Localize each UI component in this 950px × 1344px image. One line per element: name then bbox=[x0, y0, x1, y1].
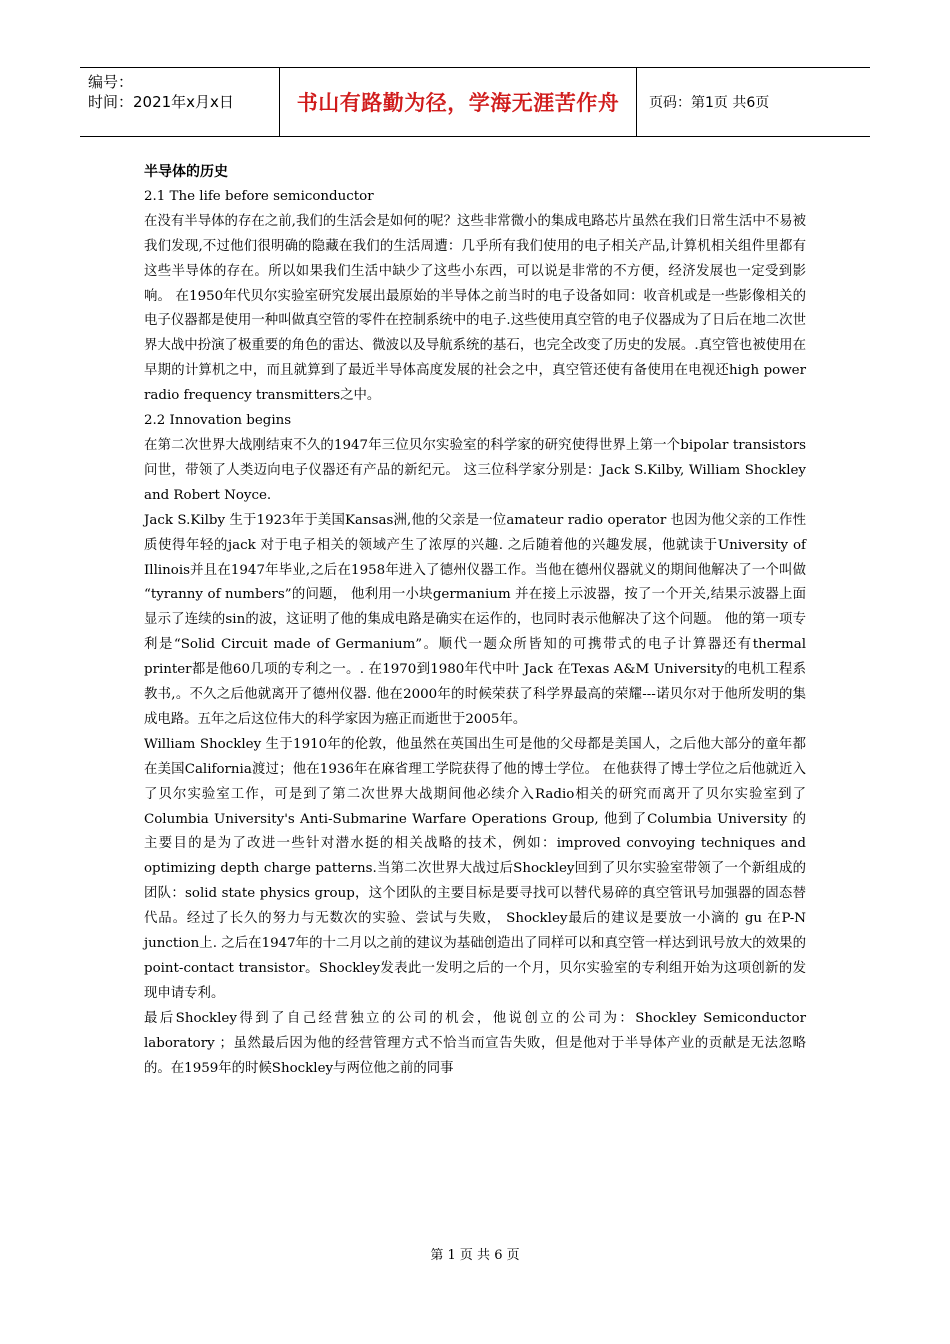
section-heading-2-1: 2.1 The life before semiconductor bbox=[144, 188, 374, 204]
number-label: 编号： bbox=[88, 73, 134, 91]
page-header bbox=[80, 67, 870, 137]
section-heading-2-2: 2.2 Innovation begins bbox=[144, 413, 292, 429]
header-page-info: 页码：第1页 共6页 bbox=[649, 95, 770, 111]
header-motto: 书山有路勤为径，学海无涯苦作舟 bbox=[280, 68, 637, 136]
paragraph: Jack S.Kilby 生于1923年于美国Kansas洲,他的父亲是一位amateur radio operator 也因为他父亲的工作性质使得年轻的jack 对于电子相关的领域产生了浓厚的兴趣. 之后随着他的兴趣发展，他就读于University of Illinois并且在1947年毕业,之后在1958年进入了德州仪器工作。当他在德州仪器就义的期间他解决了一个叫做 “tyranny of numbers”的问题， 他利用一小块germanium 并在接上示波器，按了一个开关,结果示波器上面显示了连续的sin的波，这证明了他的集成电路是确实在运作的，也同时表示他解决了这个问题。 他的第一项专利是“Solid Circuit made of Germanium”。顺代一题众所皆知的可携带式的电子计算器还有thermal printer都是他60几项的专利之一。. 在1970到1980年代中叶 Jack 在Texas A&M University的电机工程系教书,。不久之后他就离开了德州仪器. 他在2000年的时候荣获了科学界最高的荣耀---诺贝尔对于他所发明的集成电路。五年之后这位伟大的科学家因为癌正而逝世于2005年。 bbox=[144, 512, 806, 727]
paragraph: 在第二次世界大战刚结束不久的1947年三位贝尔实验室的科学家的研究使得世界上第一个bipolar transistors 问世，带领了人类迈向电子仪器还有产品的新纪元。 这三位科学家分别是：Jack S.Kilby, William Shockley and Robert Noyce. bbox=[144, 437, 806, 503]
document-body bbox=[144, 160, 806, 1082]
paragraph: 最后Shockley得到了自己经营独立的公司的机会，他说创立的公司为：Shockley Semiconductor laboratory ；虽然最后因为他的经营管理方式不恰当而宣告失败，但是他对于半导体产业的贡献是无法忽略的。在1959年的时候Shockley与两位他之前的同事 bbox=[144, 1010, 806, 1076]
paragraph: William Shockley 生于1910年的伦敦，他虽然在英国出生可是他的父母都是美国人，之后他大部分的童年都在美国California渡过；他在1936年在麻省理工学院获得了他的博士学位。 在他获得了博士学位之后他就近入了贝尔实验室工作，可是到了第二次世界大战期间他必续介入Radio相关的研究而离开了贝尔实验室到了 Columbia University's Anti-Submarine Warfare Operations Group, 他到了Columbia University 的主要目的是为了改进一些针对潜水挺的相关战略的技术，例如：improved convoying techniques and optimizing depth charge patterns.当第二次世界大战过后Shockley回到了贝尔实验室带领了一个新组成的团队：solid state physics group，这个团队的主要目标是要寻找可以替代易碎的真空管讯号加强器的固态替代品。经过了长久的努力与无数次的实验、尝试与失败， Shockley最后的建议是要放一小滴的 gu 在P-N junction上. 之后在1947年的十二月以之前的建议为基础创造出了同样可以和真空管一样达到讯号放大的效果的point-contact transistor。Shockley发表此一发明之后的一个月，贝尔实验室的专利组开始为这项创新的发现申请专利。 bbox=[144, 736, 806, 1001]
date-label: 时间：2021年x月x日 bbox=[88, 93, 234, 111]
page-footer: 第 1 页 共 6 页 bbox=[430, 1248, 520, 1263]
paragraph: 在没有半导体的存在之前,我们的生活会是如何的呢？这些非常微小的集成电路芯片虽然在我们日常生活中不易被我们发现,不过他们很明确的隐藏在我们的生活周遭：几乎所有我们使用的电子相关产品,计算机相关组件里都有这些半导体的存在。所以如果我们生活中缺少了这些小东西，可以说是非常的不方便，经济发展也一定受到影响。 在1950年代贝尔实验室研究发展出最原始的半导体之前当时的电子设备如同：收音机或是一些影像相关的电子仪器都是使用一种叫做真空管的零件在控制系统中的电子.这些使用真空管的电子仪器成为了日后在地二次世界大战中扮演了极重要的角色的雷达、微波以及导航系统的基石，也完全改变了历史的发展。.真空管也被使用在早期的计算机之中，而且就算到了最近半导体高度发展的社会之中，真空管还使有备使用在电视还high power radio frequency transmitters之中。 bbox=[144, 213, 806, 404]
document-title: 半导体的历史 bbox=[144, 164, 228, 180]
header-meta bbox=[80, 68, 280, 136]
